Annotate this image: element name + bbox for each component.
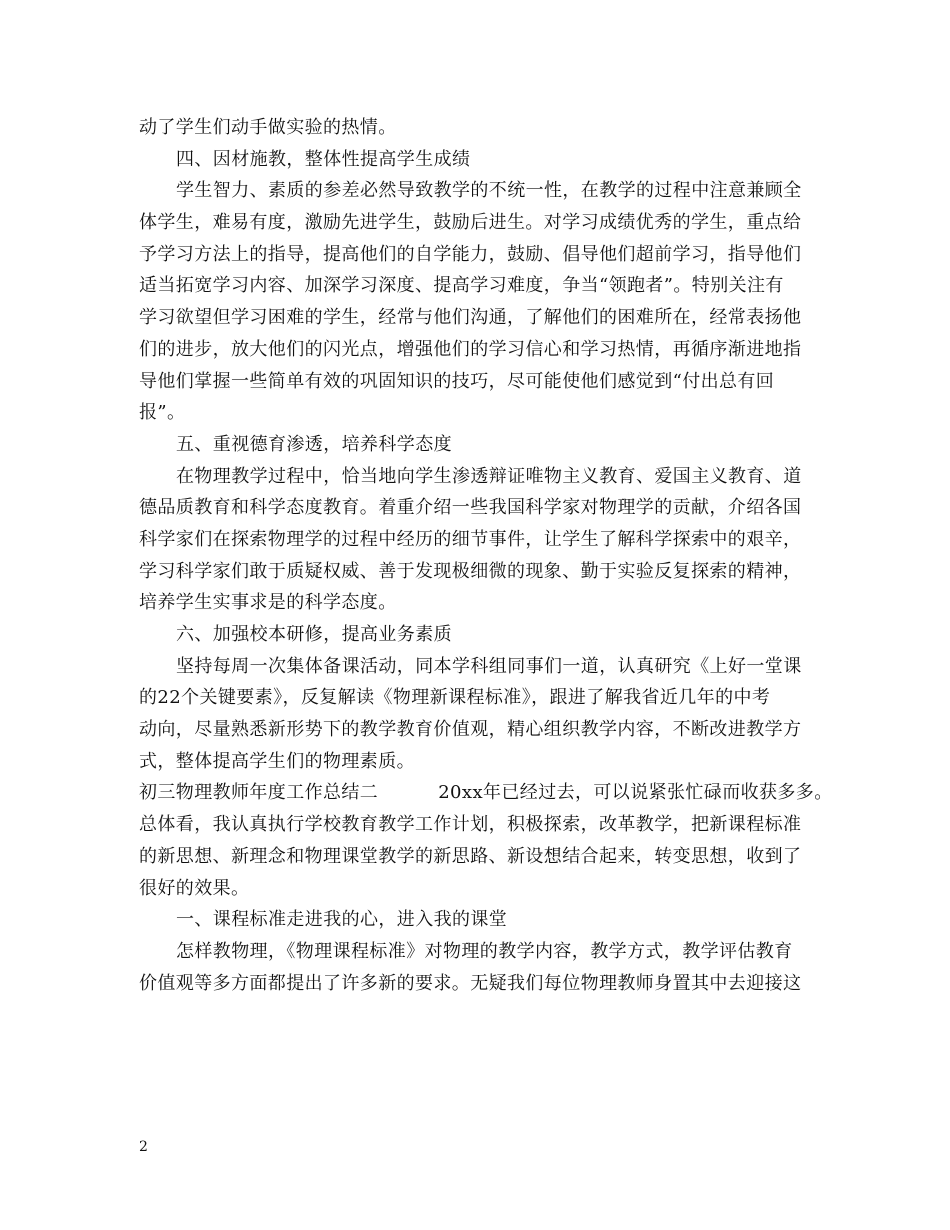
- text-line: 总体看，我认真执行学校教育教学工作计划，积极探索，改革教学，把新课程标准: [139, 814, 802, 836]
- text-line: 学习欲望但学习困难的学生，经常与他们沟通，了解他们的困难所在，经常表扬他: [139, 307, 802, 329]
- text-line: 怎样教物理，《物理课程标准》对物理的教学内容，教学方式，教学评估教育: [176, 940, 793, 962]
- section-heading: 一、课程标准走进我的心，进入我的课堂: [176, 909, 508, 931]
- section-heading: 四、因材施教，整体性提高学生成绩: [176, 148, 471, 170]
- text-line: 坚持每周一次集体备课活动，同本学科组同事们一道，认真研究《上好一堂课: [176, 655, 802, 677]
- text-line: 适当拓宽学习内容、加深学习深度、提高学习难度，争当“领跑者”。特别关注有: [139, 275, 784, 297]
- text-line: 德品质教育和科学态度教育。着重介绍一些我国科学家对物理学的贡献，介绍各国: [139, 497, 802, 519]
- text-line: 导他们掌握一些简单有效的巩固知识的技巧，尽可能使他们感觉到“付出总有回: [139, 370, 775, 392]
- text-line: 体学生，难易有度，激励先进学生，鼓励后进生。对学习成绩优秀的学生，重点给: [139, 212, 802, 234]
- text-line: 式，整体提高学生们的物理素质。: [139, 750, 415, 772]
- text-line: 的新思想、新理念和物理课堂教学的新思路、新设想结合起来，转变思想，收到了: [139, 845, 802, 867]
- text-line: 予学习方法上的指导，提高他们的自学能力，鼓励、倡导他们超前学习，指导他们: [139, 243, 802, 265]
- document-title-line: [139, 777, 833, 809]
- text-line: 20xx年已经过去，可以说紧张忙碌而收获多多。: [438, 782, 833, 804]
- text-line: 动了学生们动手做实验的热情。: [139, 117, 397, 138]
- section-heading: 六、加强校本研修，提高业务素质: [176, 624, 452, 645]
- text-line: 在物理教学过程中，恰当地向学生渗透辩证唯物主义教育、爱国主义教育、道: [176, 465, 802, 487]
- text-line: 科学家们在探索物理学的过程中经历的细节事件，让学生了解科学探索中的艰辛，: [139, 528, 802, 550]
- text-line: 动向，尽量熟悉新形势下的教学教育价值观，精心组织教学内容，不断改进教学方: [139, 719, 802, 741]
- document-title: 初三物理教师年度工作总结二: [139, 782, 379, 804]
- page-number: 2: [139, 1139, 148, 1155]
- text-line: 们的进步，放大他们的闪光点，增强他们的学习信心和学习热情，再循序渐进地指: [139, 338, 802, 360]
- text-line: 学习科学家们敢于质疑权威、善于发现极细微的现象、勤于实验反复探索的精神，: [139, 560, 802, 582]
- section-heading: 五、重视德育渗透，培养科学态度: [176, 433, 452, 455]
- document-body: [139, 112, 833, 999]
- text-line: 很好的效果。: [139, 877, 250, 899]
- text-line: 学生智力、素质的参差必然导致教学的不统一性，在教学的过程中注意兼顾全: [176, 180, 802, 202]
- text-line: 价值观等多方面都提出了许多新的要求。无疑我们每位物理教师身置其中去迎接这: [139, 972, 802, 994]
- text-line: 的22个关键要素》，反复解读《物理新课程标准》，跟进了解我省近几年的中考: [139, 687, 771, 709]
- text-line: 培养学生实事求是的科学态度。: [139, 592, 397, 614]
- text-line: 报”。: [139, 402, 186, 424]
